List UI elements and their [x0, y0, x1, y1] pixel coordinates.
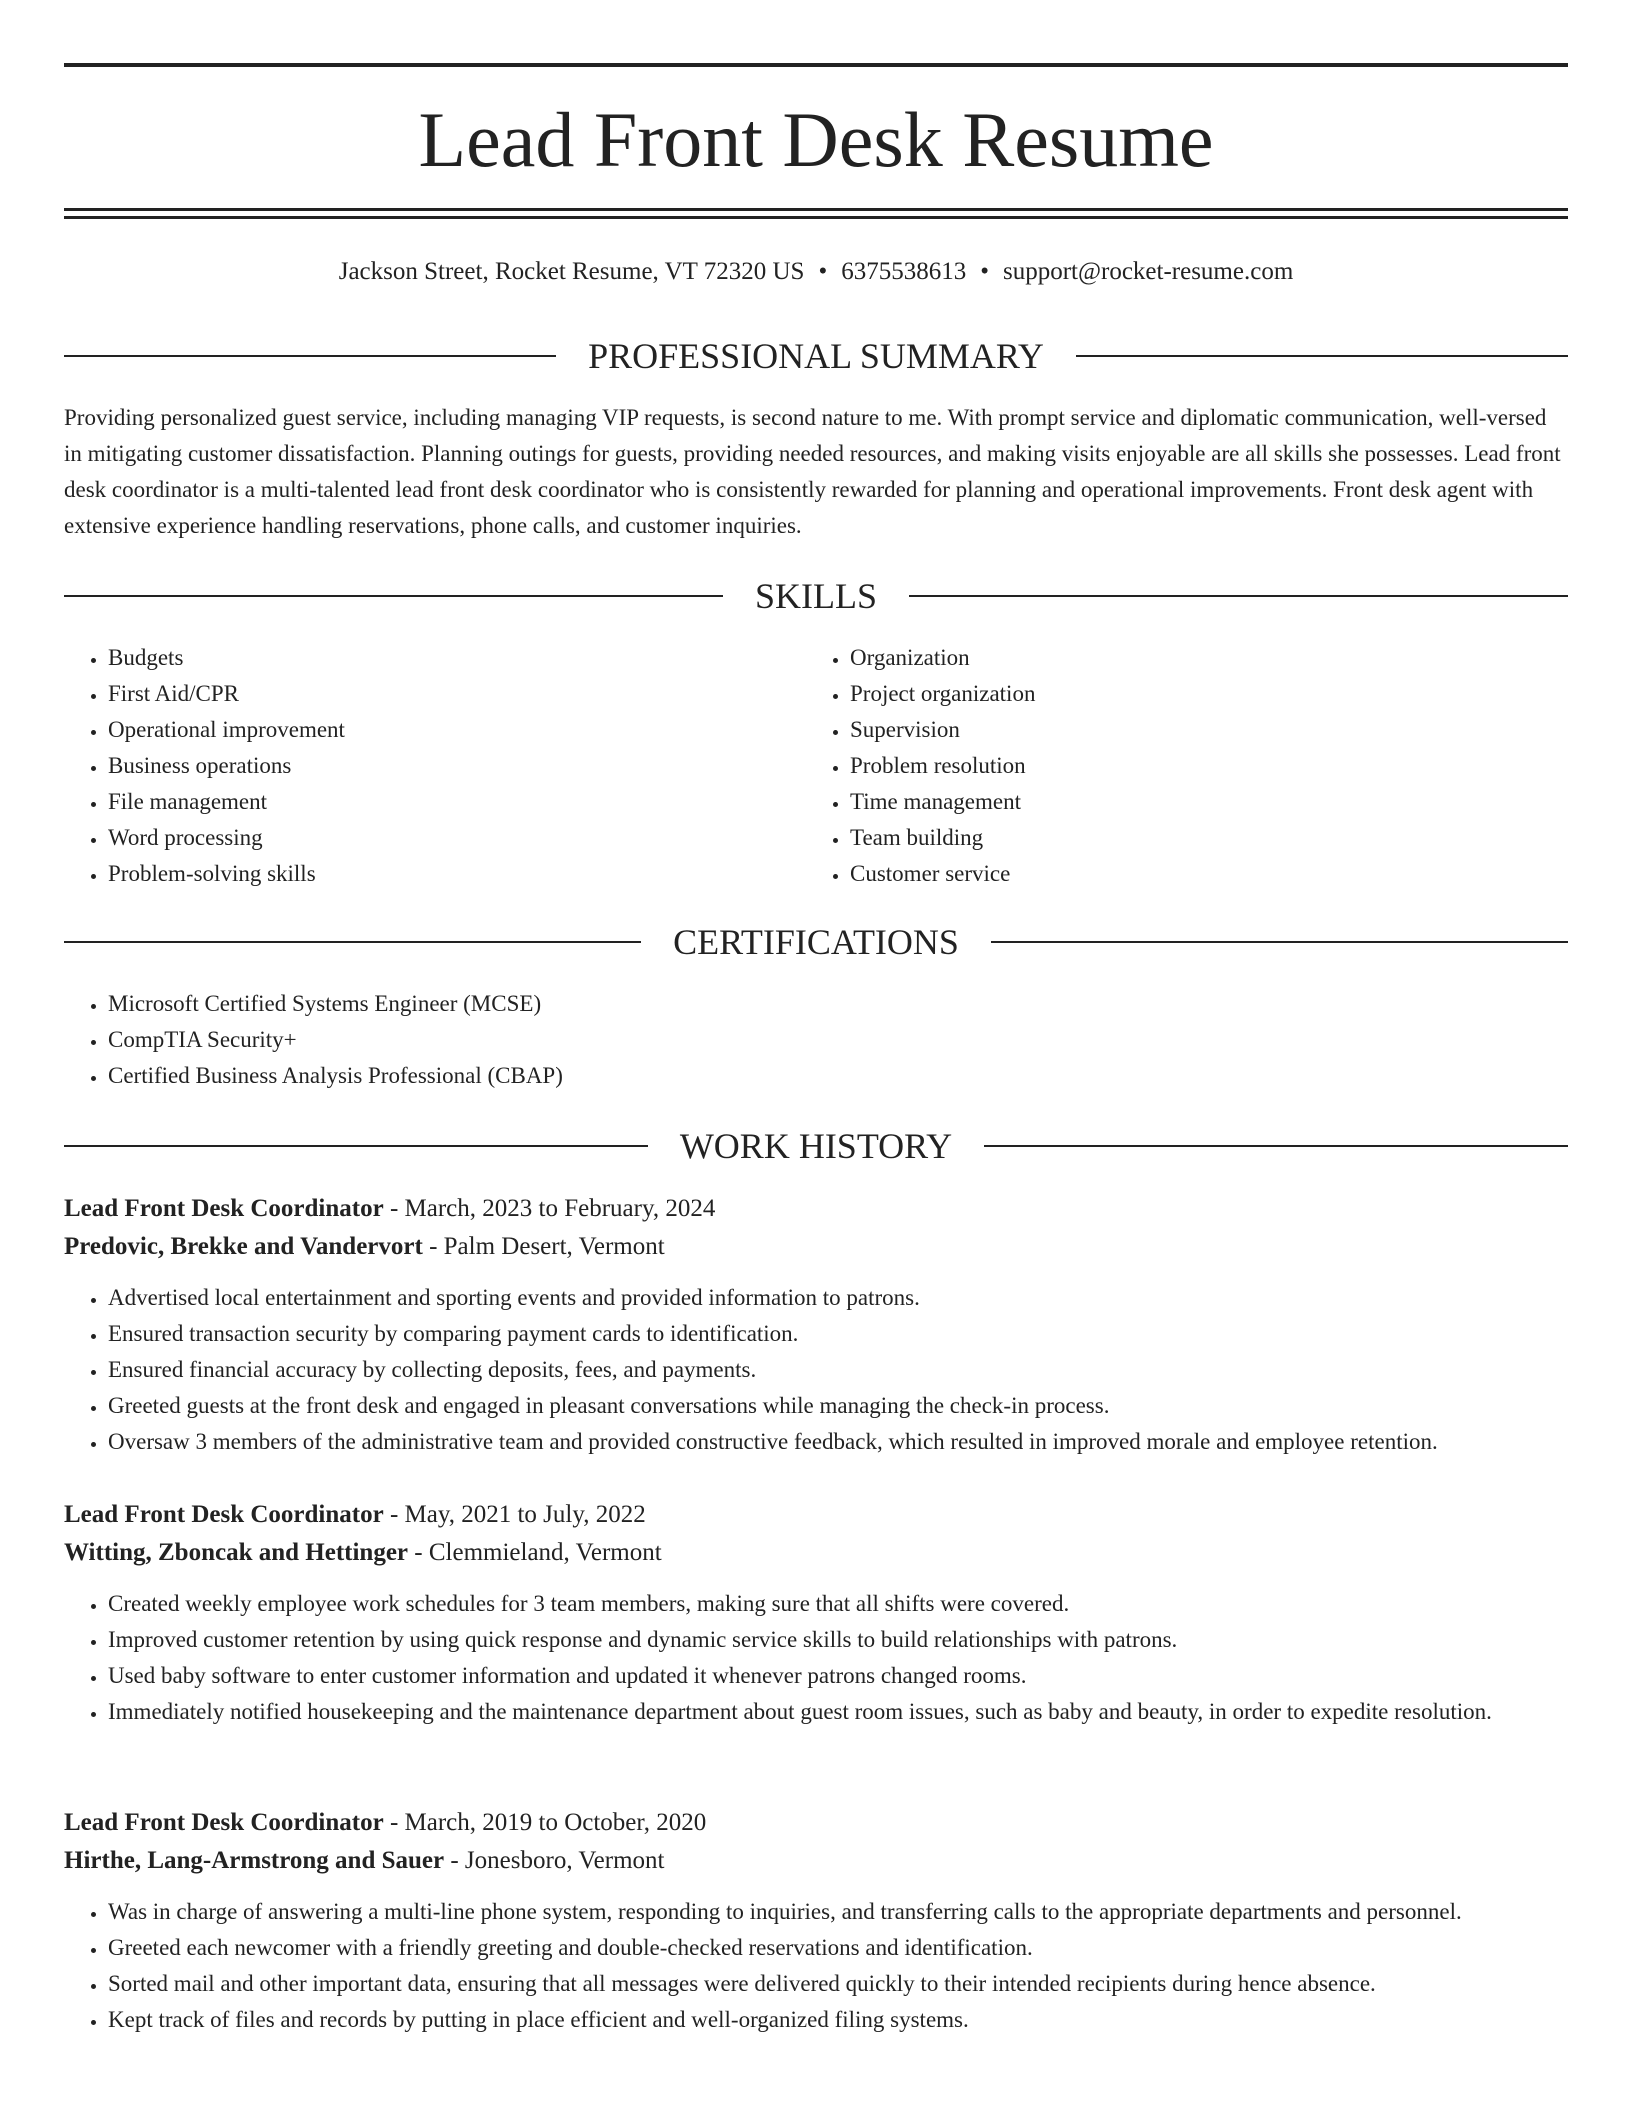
certifications-heading — [64, 920, 1568, 964]
skill-item: • Word processing — [108, 820, 764, 856]
skills-list-right — [806, 640, 1506, 892]
job-entry — [64, 1190, 1568, 1460]
title-double-rule-lower — [64, 216, 1568, 219]
heading-rule-left — [64, 595, 723, 597]
heading-rule-left — [64, 1145, 648, 1147]
job-bullet: • Kept track of files and records by putting in place efficient and well-organized filing systems. — [108, 2002, 1568, 2038]
job-location: - Palm Desert, Vermont — [422, 1233, 665, 1260]
resume-title: Lead Front Desk Resume — [418, 96, 1214, 183]
skills-column-left — [64, 640, 764, 892]
job-bullets — [64, 1280, 1568, 1460]
certifications-block — [64, 986, 1064, 1094]
job-entry — [64, 1804, 1568, 2038]
skill-item: • File management — [108, 784, 764, 820]
job-bullets — [64, 1586, 1568, 1730]
heading-rule-right — [1076, 355, 1568, 357]
job-dates: - May, 2021 to July, 2022 — [383, 1501, 646, 1528]
job-title-line — [64, 1496, 1568, 1534]
certifications-heading-text: CERTIFICATIONS — [673, 922, 959, 962]
job-company-line — [64, 1228, 1568, 1266]
skill-item: • Customer service — [850, 856, 1506, 892]
skill-item: • Supervision — [850, 712, 1506, 748]
job-bullet: • Greeted guests at the front desk and engaged in pleasant conversations while managing the check-in process. — [108, 1388, 1568, 1424]
skill-item: • Business operations — [108, 748, 764, 784]
job-company: Witting, Zboncak and Hettinger — [64, 1539, 409, 1566]
job-title: Lead Front Desk Coordinator — [64, 1501, 384, 1528]
job-bullet: • Used baby software to enter customer information and updated it whenever patrons changed rooms. — [108, 1658, 1568, 1694]
summary-heading — [64, 334, 1568, 378]
skill-item: • Time management — [850, 784, 1506, 820]
job-title-line — [64, 1804, 1568, 1842]
contact-separator: • — [818, 258, 828, 285]
job-title-line — [64, 1190, 1568, 1228]
job-location: - Clemmieland, Vermont — [408, 1539, 662, 1566]
job-bullet: • Oversaw 3 members of the administrative team and provided constructive feedback, which resulted in improved morale and employee retention. — [108, 1424, 1568, 1460]
job-dates: - March, 2019 to October, 2020 — [383, 1809, 707, 1836]
job-title: Lead Front Desk Coordinator — [64, 1195, 384, 1222]
job-title: Lead Front Desk Coordinator — [64, 1809, 384, 1836]
contact-phone: 6375538613 — [841, 258, 967, 285]
job-entry — [64, 1496, 1568, 1730]
job-bullet: • Was in charge of answering a multi-line phone system, responding to inquiries, and transferring calls to the appropriate departments and personnel. — [108, 1894, 1568, 1930]
heading-rule-left — [64, 355, 556, 357]
title-double-rule-upper — [64, 208, 1568, 211]
skills-heading — [64, 574, 1568, 618]
contact-address: Jackson Street, Rocket Resume, VT 72320 US — [338, 258, 805, 285]
job-company: Hirthe, Lang-Armstrong and Sauer — [64, 1847, 445, 1874]
job-bullet: • Advertised local entertainment and sporting events and provided information to patrons. — [108, 1280, 1568, 1316]
job-company: Predovic, Brekke and Vandervort — [64, 1233, 423, 1260]
skill-item: • First Aid/CPR — [108, 676, 764, 712]
job-company-line — [64, 1842, 1568, 1880]
heading-rule-right — [991, 941, 1568, 943]
job-dates: - March, 2023 to February, 2024 — [383, 1195, 716, 1222]
skill-item: • Operational improvement — [108, 712, 764, 748]
skills-list-left — [64, 640, 764, 892]
job-location: - Jonesboro, Vermont — [444, 1847, 665, 1874]
contact-separator: • — [980, 258, 989, 285]
job-bullet: • Greeted each newcomer with a friendly greeting and double-checked reservations and identification. — [108, 1930, 1568, 1966]
heading-rule-right — [984, 1145, 1568, 1147]
skill-item: • Team building — [850, 820, 1506, 856]
job-bullet: • Improved customer retention by using quick response and dynamic service skills to build relationships with patrons. — [108, 1622, 1568, 1658]
summary-text: Providing personalized guest service, including managing VIP requests, is second nature to me. With prompt service and diplomatic communication, well-versed in mitigating customer dissatisfaction. Planning outings for guests, providing needed resources, and making visits enjoyable are all skills she possesses. Lead front desk coordinator is a multi-talented lead front desk coordinator who is consistently rewarded for planning and operational improvements. Front desk agent with extensive experience handling reservations, phone calls, and customer inquiries. — [64, 405, 1561, 538]
contact-email: support@rocket-resume.com — [1002, 258, 1294, 285]
job-bullet: • Sorted mail and other important data, ensuring that all messages were delivered quickly to their intended recipients during hence absence. — [108, 1966, 1568, 2002]
certification-item: • CompTIA Security+ — [108, 1022, 1064, 1058]
job-bullets — [64, 1894, 1568, 2038]
heading-rule-right — [909, 595, 1568, 597]
job-bullet: • Immediately notified housekeeping and the maintenance department about guest room issues, such as baby and beauty, in order to expedite resolution. — [108, 1694, 1568, 1730]
top-rule — [64, 63, 1568, 67]
certifications-list — [64, 986, 1064, 1094]
contact-line — [64, 256, 1568, 288]
skill-item: • Project organization — [850, 676, 1506, 712]
job-company-line — [64, 1534, 1568, 1572]
skills-column-right — [806, 640, 1506, 892]
heading-rule-left — [64, 941, 641, 943]
summary-heading-text: PROFESSIONAL SUMMARY — [588, 336, 1044, 376]
job-bullet: • Ensured financial accuracy by collecting deposits, fees, and payments. — [108, 1352, 1568, 1388]
skill-item: • Problem-solving skills — [108, 856, 764, 892]
work-history-heading — [64, 1124, 1568, 1168]
skill-item: • Problem resolution — [850, 748, 1506, 784]
skill-item: • Organization — [850, 640, 1506, 676]
skill-item: • Budgets — [108, 640, 764, 676]
job-bullet: • Ensured transaction security by comparing payment cards to identification. — [108, 1316, 1568, 1352]
job-bullet: • Created weekly employee work schedules for 3 team members, making sure that all shifts were covered. — [108, 1586, 1568, 1622]
certification-item: • Certified Business Analysis Professional (CBAP) — [108, 1058, 1064, 1094]
certification-item: • Microsoft Certified Systems Engineer (MCSE) — [108, 986, 1064, 1022]
skills-heading-text: SKILLS — [755, 576, 878, 616]
work-history-heading-text: WORK HISTORY — [679, 1126, 953, 1166]
